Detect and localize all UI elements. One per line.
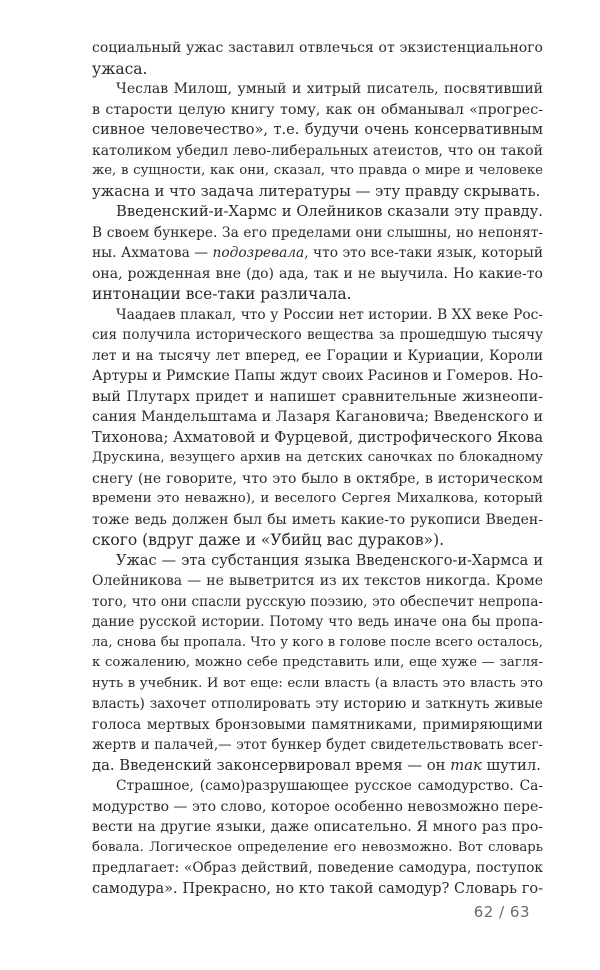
text-line: Ужас — эта субстанция языка Введенского-и-Хармса и	[116, 552, 543, 569]
text-line: в старости целую книгу тому, как он обманывал «прогрес-	[92, 101, 543, 118]
text-line: Чаадаев плакал, что у России нет истории. В XX веке Рос-	[116, 306, 543, 323]
text-line: вый Плутарх придет и напишет сравнительные жизнеопи-	[92, 388, 543, 405]
text-line: дание русской истории. Потому что ведь иначе она бы пропа-	[92, 614, 543, 630]
text-line: ла, снова бы пропала. Что у кого в голове после всего осталось,	[92, 634, 543, 650]
text-line: сия получила исторического вещества за прошедшую тысячу	[92, 327, 543, 343]
text-segment: да. Введенский законсервировал время — он	[92, 756, 451, 774]
text-line: нуть в учебник. И вот еще: если власть (а власть это власть это	[92, 675, 543, 691]
emphasized-text: так	[450, 756, 482, 774]
text-line: бовала. Логическое определение его невозможно. Вот словарь	[92, 839, 543, 855]
text-line: В своем бункере. За его пределами они слышны, но непонят-	[92, 224, 543, 241]
text-segment: , что это все-таки язык, который	[304, 245, 543, 261]
text-line: Страшное, (само)разрушающее русское самодурство. Са-	[116, 778, 543, 794]
text-line: времени это неважно), и веселого Сергея Михалкова, который	[92, 491, 543, 506]
text-line: снегу (не говорите, что это было в октябре, в историческом	[92, 470, 543, 487]
text-line: вести на другие языки, даже описательно. Я много раз про-	[92, 819, 543, 835]
page-text	[92, 38, 543, 899]
text-line: жертв и палачей,— этот бункер будет свидетельствовать всег-	[92, 737, 543, 753]
text-segment: ны. Ахматова —	[92, 245, 213, 261]
text-line: интонации все-таки различала.	[92, 285, 352, 303]
page-number: 62 / 63	[473, 903, 530, 921]
text-line: же, в сущности, как они, сказал, что правда о мире и человеке	[92, 163, 543, 178]
emphasized-text: подозревала	[212, 245, 305, 261]
text-line: Артуры и Римские Папы ждут своих Расинов и Гомеров. Но-	[92, 368, 543, 384]
text-line: лет и на тысячу лет вперед, ее Горации и Куриации, Короли	[92, 347, 543, 364]
text-line: она, рожденная вне (до) ада, так и не выучила. Но какие-то	[92, 265, 543, 282]
text-line: сания Мандельштама и Лазаря Кагановича; Введенского и	[92, 409, 543, 425]
text-segment: шутил.	[481, 756, 541, 774]
text-line: сивное человечество», т.е. будучи очень консервативным	[92, 122, 543, 138]
text-line	[92, 243, 543, 264]
text-line: голоса мертвых бронзовыми памятниками, примиряющими	[92, 716, 543, 733]
text-line: католиком убедил лево-либеральных атеистов, что он такой	[92, 142, 543, 159]
text-line: ского (вдруг даже и «Убийц вас дураков»).	[92, 531, 445, 549]
text-line: власть) захочет отполировать эту историю и заткнуть живые	[92, 696, 543, 712]
text-line: социальный ужас заставил отвлечься от экзистенциального	[92, 40, 543, 56]
text-line: Тихонова; Ахматовой и Фурцевой, дистрофического Якова	[92, 429, 543, 446]
text-line: тоже ведь должен был бы иметь какие-то рукописи Введен-	[92, 511, 543, 528]
text-line: того, что они спасли русскую поэзию, это обеспечит непропа-	[92, 593, 543, 610]
text-line: к сожалению, можно себе представить или, еще хуже — загля-	[92, 655, 543, 670]
text-line: Олейникова — не выветрится из их текстов никогда. Кроме	[92, 573, 543, 589]
text-line: ужаса.	[92, 59, 148, 78]
text-line: Чеслав Милош, умный и хитрый писатель, посвятивший	[116, 81, 543, 97]
text-line: Друскина, везущего архив на детских саночках по блокадному	[92, 450, 543, 465]
text-line: самодура». Прекрасно, но кто такой самодур? Словарь го-	[92, 880, 543, 897]
text-line: предлагает: «Образ действий, поведение самодура, поступок	[92, 860, 543, 876]
text-line: ужасна и что задача литературы — эту правду скрывать.	[92, 182, 541, 200]
text-line: Введенский-и-Хармс и Олейников сказали эту правду.	[116, 203, 543, 220]
text-line: модурство — это слово, которое особенно невозможно пере-	[92, 798, 543, 815]
text-line	[92, 756, 543, 777]
